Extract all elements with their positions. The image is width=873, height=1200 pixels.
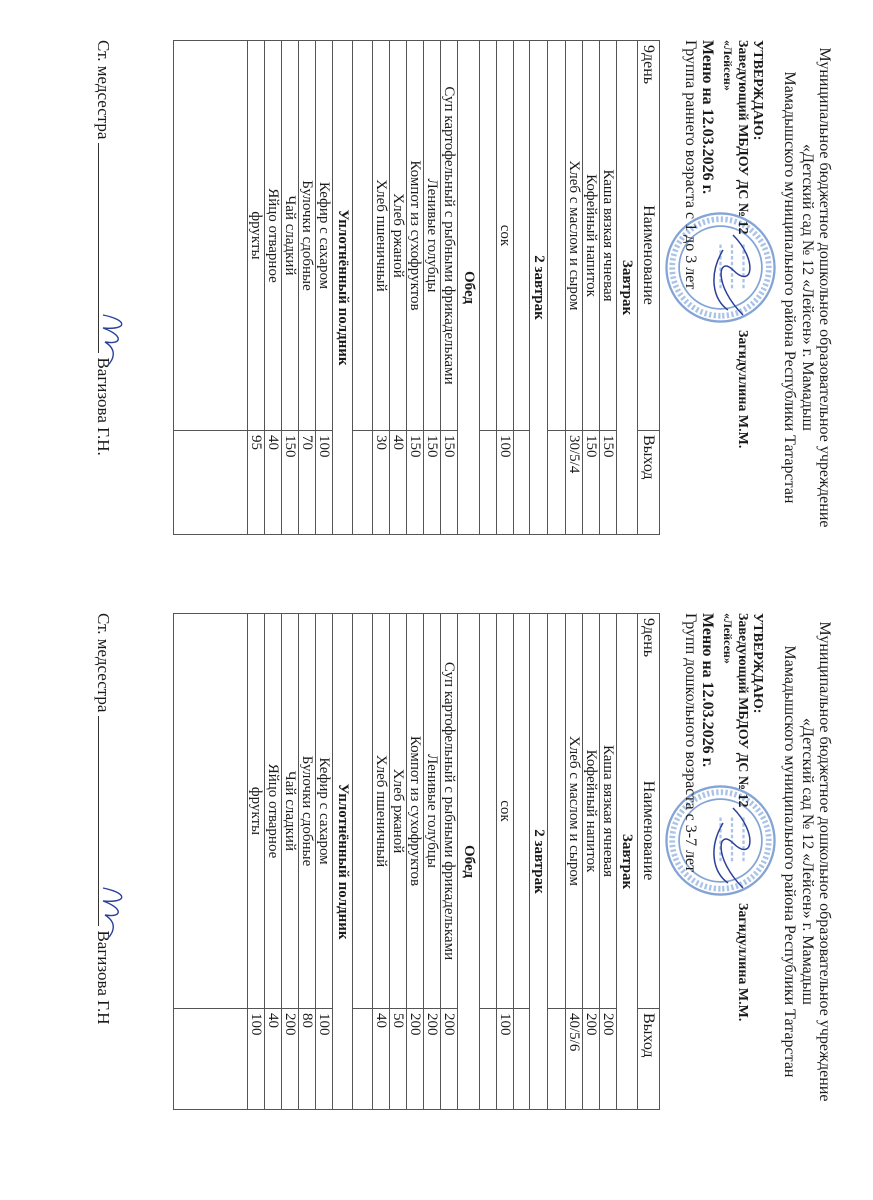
table-row (497, 614, 514, 1110)
kindergarten-name: «Лейсен» (721, 613, 735, 664)
column-name-header: Наименование (640, 780, 657, 881)
dish-name: Хлеб пшеничный (373, 41, 390, 431)
section-title: Обед (458, 614, 480, 1110)
dish-name: Ленивые голубцы (424, 41, 441, 431)
nurse-role: Ст. медсестра (94, 40, 113, 140)
section-title: 2 завтрак (530, 614, 548, 1110)
age-group: Группа раннего возраста с 1 до 3 лет (682, 40, 699, 290)
blank-row (514, 41, 530, 535)
dish-output: 100 (497, 431, 514, 535)
dish-output: 150 (424, 431, 441, 535)
dish-output: 40 (265, 431, 282, 535)
dish-name: Хлеб с маслом и сыром (566, 614, 583, 1009)
dish-name: Хлеб ржаной (390, 41, 407, 431)
header-name-cell (638, 41, 660, 431)
table-row (407, 41, 424, 535)
dish-name: Яйцо отварное (265, 41, 282, 431)
dish-output: 200 (407, 1009, 424, 1110)
dish-output: 100 (497, 1009, 514, 1110)
table-row (583, 614, 600, 1110)
dish-output: 40 (265, 1009, 282, 1110)
table-row (600, 41, 617, 535)
dish-output: 40 (390, 431, 407, 535)
signature-line (93, 40, 113, 535)
blank-cell (174, 431, 248, 535)
head-name: Загидуллина М.М. (735, 330, 750, 449)
table-header-row (638, 41, 660, 535)
dish-output: 80 (299, 1009, 316, 1110)
dish-output: 95 (248, 431, 265, 535)
column-name-header: Наименование (640, 205, 657, 305)
table-row (316, 614, 333, 1110)
dish-output: 200 (600, 1009, 617, 1110)
dish-name: Кофейный напиток (583, 41, 600, 431)
dish-output: 200 (282, 1009, 299, 1110)
section-row (530, 614, 548, 1110)
table-row (566, 41, 583, 535)
section-row (458, 614, 480, 1110)
nurse-signature-icon (93, 883, 133, 943)
dish-name: Суп картофельный с рыбными фрикадельками (441, 614, 458, 1009)
dish-name: Кофейный напиток (583, 614, 600, 1009)
dish-output: 150 (282, 431, 299, 535)
blank-cell (548, 1009, 566, 1110)
column-output-header: Выход (638, 431, 660, 535)
table-row (248, 41, 265, 535)
org-line-2: «Детский сад № 12 «Лейсен» г. Мамадыш (799, 718, 816, 1005)
approve-label: УТВЕРЖДАЮ: (750, 613, 765, 714)
table-row (390, 614, 407, 1110)
dish-name: Каша вязкая ячневая (600, 41, 617, 431)
dish-output: 100 (316, 1009, 333, 1110)
dish-output: 40 (373, 1009, 390, 1110)
blank-cell (353, 431, 373, 535)
nurse-name: Вагизова Г.Н. (94, 357, 113, 456)
head-name: Загидуллина М.М. (735, 903, 750, 1022)
head-title: Заведующий МБДОУ ДС № 12 (735, 613, 750, 808)
blank-cell (174, 41, 248, 431)
menu-preschool (0, 613, 873, 1110)
dish-output: 200 (583, 1009, 600, 1110)
table-row (566, 614, 583, 1110)
dish-output: 30 (373, 431, 390, 535)
signature-line (93, 613, 113, 1110)
nurse-signature-icon (93, 310, 133, 370)
section-title: 2 завтрак (530, 41, 548, 535)
org-line-1: Муниципальное бюджетное дошкольное образовательное учреждение (816, 621, 833, 1102)
dish-name: Яйцо отварное (265, 614, 282, 1009)
kindergarten-name: «Лейсен» (721, 40, 735, 91)
section-row (530, 41, 548, 535)
dish-name: Булочки сдобные (299, 614, 316, 1009)
dish-name: сок (497, 614, 514, 1009)
org-line-3: Мамадышского муниципального района Республики Татарстан (781, 645, 798, 1078)
nurse-name: Вагизова Г.Н (94, 930, 113, 1025)
dish-output: 40/5/6 (566, 1009, 583, 1110)
table-row (282, 614, 299, 1110)
section-row (333, 614, 353, 1110)
menu-early-age (0, 40, 873, 535)
org-line-1: Муниципальное бюджетное дошкольное образовательное учреждение (816, 47, 833, 528)
blank-cell (480, 614, 497, 1009)
dish-output: 70 (299, 431, 316, 535)
day-label: 9день (640, 618, 657, 658)
dish-output: 150 (441, 431, 458, 535)
dish-name: Хлеб ржаной (390, 614, 407, 1009)
table-row (583, 41, 600, 535)
blank-cell (480, 41, 497, 431)
blank-cell (514, 41, 530, 431)
head-title: Заведующий МБДОУ ДС № 12 (735, 40, 750, 235)
signature-icon (703, 230, 763, 320)
table-row (316, 41, 333, 535)
dish-name: Кефир с сахаром (316, 41, 333, 431)
dish-output: 150 (407, 431, 424, 535)
blank-cell (514, 1009, 530, 1110)
dish-output: 150 (583, 431, 600, 535)
dish-name: фрукты (248, 41, 265, 431)
blank-cell (353, 614, 373, 1009)
dish-output: 50 (390, 1009, 407, 1110)
table-row (299, 41, 316, 535)
blank-row (353, 41, 373, 535)
dish-name: Каша вязкая ячневая (600, 614, 617, 1009)
header-name-cell (638, 614, 660, 1009)
blank-cell (353, 41, 373, 431)
table-row (441, 614, 458, 1110)
dish-name: Компот из сухофруктов (407, 41, 424, 431)
blank-row (548, 41, 566, 535)
day-label: 9день (640, 45, 657, 85)
blank-cell (174, 1009, 248, 1110)
dish-output: 150 (600, 431, 617, 535)
table-row (265, 41, 282, 535)
dish-output: 200 (441, 1009, 458, 1110)
dish-output: 100 (316, 431, 333, 535)
section-title: Завтрак (617, 41, 638, 535)
blank-row (353, 614, 373, 1110)
blank-cell (514, 431, 530, 535)
table-row (299, 614, 316, 1110)
column-output-header: Выход (638, 1009, 660, 1110)
table-row (390, 41, 407, 535)
section-row (617, 614, 638, 1110)
table-row (600, 614, 617, 1110)
table-row (407, 614, 424, 1110)
org-line-3: Мамадышского муниципального района Республики Татарстан (781, 71, 798, 504)
blank-row (480, 614, 497, 1110)
signature-icon (703, 803, 763, 893)
org-line-2: «Детский сад № 12 «Лейсен» г. Мамадыш (799, 144, 816, 431)
nurse-role: Ст. медсестра (94, 613, 113, 713)
table-row (373, 614, 390, 1110)
blank-cell (174, 614, 248, 1009)
table-row (248, 614, 265, 1110)
menu-table (173, 613, 660, 1110)
dish-name: Суп картофельный с рыбными фрикадельками (441, 41, 458, 431)
blank-cell (514, 614, 530, 1009)
section-row (617, 41, 638, 535)
dish-output: 30/5/4 (566, 431, 583, 535)
dish-name: Чай сладкий (282, 41, 299, 431)
table-row (282, 41, 299, 535)
blank-cell (480, 431, 497, 535)
section-title: Уплотнённый полдник (333, 41, 353, 535)
table-row (424, 614, 441, 1110)
section-row (333, 41, 353, 535)
blank-row (514, 614, 530, 1110)
blank-row (174, 41, 248, 535)
blank-cell (480, 1009, 497, 1110)
menu-table (173, 40, 660, 535)
blank-cell (548, 431, 566, 535)
table-header-row (638, 614, 660, 1110)
dish-name: Ленивые голубцы (424, 614, 441, 1009)
blank-row (480, 41, 497, 535)
table-row (441, 41, 458, 535)
dish-output: 200 (424, 1009, 441, 1110)
section-row (458, 41, 480, 535)
dish-output: 100 (248, 1009, 265, 1110)
dish-name: Булочки сдобные (299, 41, 316, 431)
approve-label: УТВЕРЖДАЮ: (750, 40, 765, 141)
dish-name: Кефир с сахаром (316, 614, 333, 1009)
table-row (424, 41, 441, 535)
table-row (497, 41, 514, 535)
menu-title: Меню на 12.03.2026 г. (699, 40, 716, 195)
blank-row (174, 614, 248, 1110)
table-row (265, 614, 282, 1110)
dish-name: Хлеб пшеничный (373, 614, 390, 1009)
section-title: Уплотнённый полдник (333, 614, 353, 1110)
blank-row (548, 614, 566, 1110)
dish-name: Хлеб с маслом и сыром (566, 41, 583, 431)
dish-name: фрукты (248, 614, 265, 1009)
section-title: Завтрак (617, 614, 638, 1110)
dish-name: Чай сладкий (282, 614, 299, 1009)
dish-name: сок (497, 41, 514, 431)
menu-title: Меню на 12.03.2026 г. (699, 613, 716, 768)
blank-cell (548, 41, 566, 431)
blank-cell (353, 1009, 373, 1110)
age-group: Групп дошкольного возраста с 3-7 лет (682, 613, 699, 873)
section-title: Обед (458, 41, 480, 535)
dish-name: Компот из сухофруктов (407, 614, 424, 1009)
blank-cell (548, 614, 566, 1009)
table-row (373, 41, 390, 535)
